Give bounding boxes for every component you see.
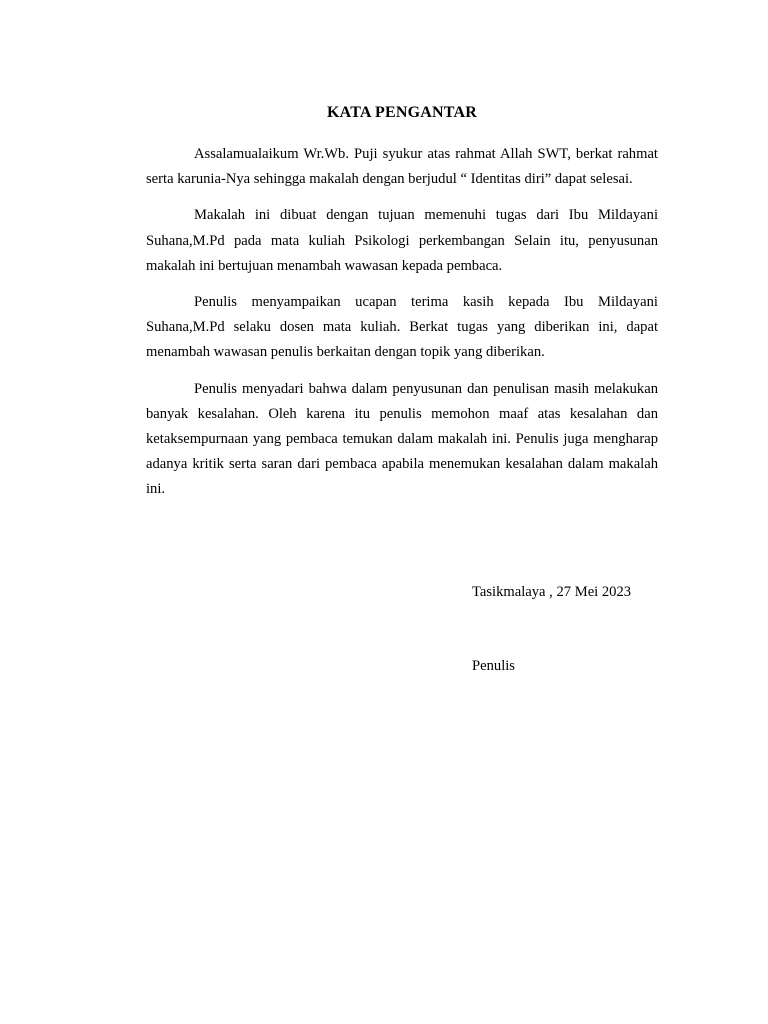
paragraph-thanks: Penulis menyampaikan ucapan terima kasih kepada Ibu Mildayani Suhana,M.Pd selaku dosen mata kuliah. Berkat tugas yang diberikan ini, dapat menambah wawasan penulis berkaitan dengan topik yang diberikan. bbox=[146, 294, 658, 361]
paragraph-opening: Assalamualaikum Wr.Wb. Puji syukur atas rahmat Allah SWT, berkat rahmat serta karunia-Nya sehingga makalah dengan berjudul “ Identitas diri” dapat selesai. bbox=[146, 146, 658, 188]
paragraph-apology: Penulis menyadari bahwa dalam penyusunan dan penulisan masih melakukan banyak kesalahan. Oleh karena itu penulis memohon maaf atas kesalahan dan ketaksempurnaan yang pembaca temukan dalam makalah ini. Penulis juga mengharap adanya kritik serta saran dari pembaca apabila menemukan kesalahan dalam makalah ini. bbox=[146, 380, 658, 498]
signer-label: Penulis bbox=[472, 658, 515, 674]
place-date: Tasikmalaya , 27 Mei 2023 bbox=[472, 584, 632, 600]
paragraph-purpose: Makalah ini dibuat dengan tujuan memenuhi tugas dari Ibu Mildayani Suhana,M.Pd pada mata kuliah Psikologi perkembangan Selain itu, penyusunan makalah ini bertujuan menambah wawasan kepada pembaca. bbox=[146, 207, 658, 274]
document-body bbox=[146, 142, 658, 514]
page-title: KATA PENGANTAR bbox=[327, 104, 477, 121]
